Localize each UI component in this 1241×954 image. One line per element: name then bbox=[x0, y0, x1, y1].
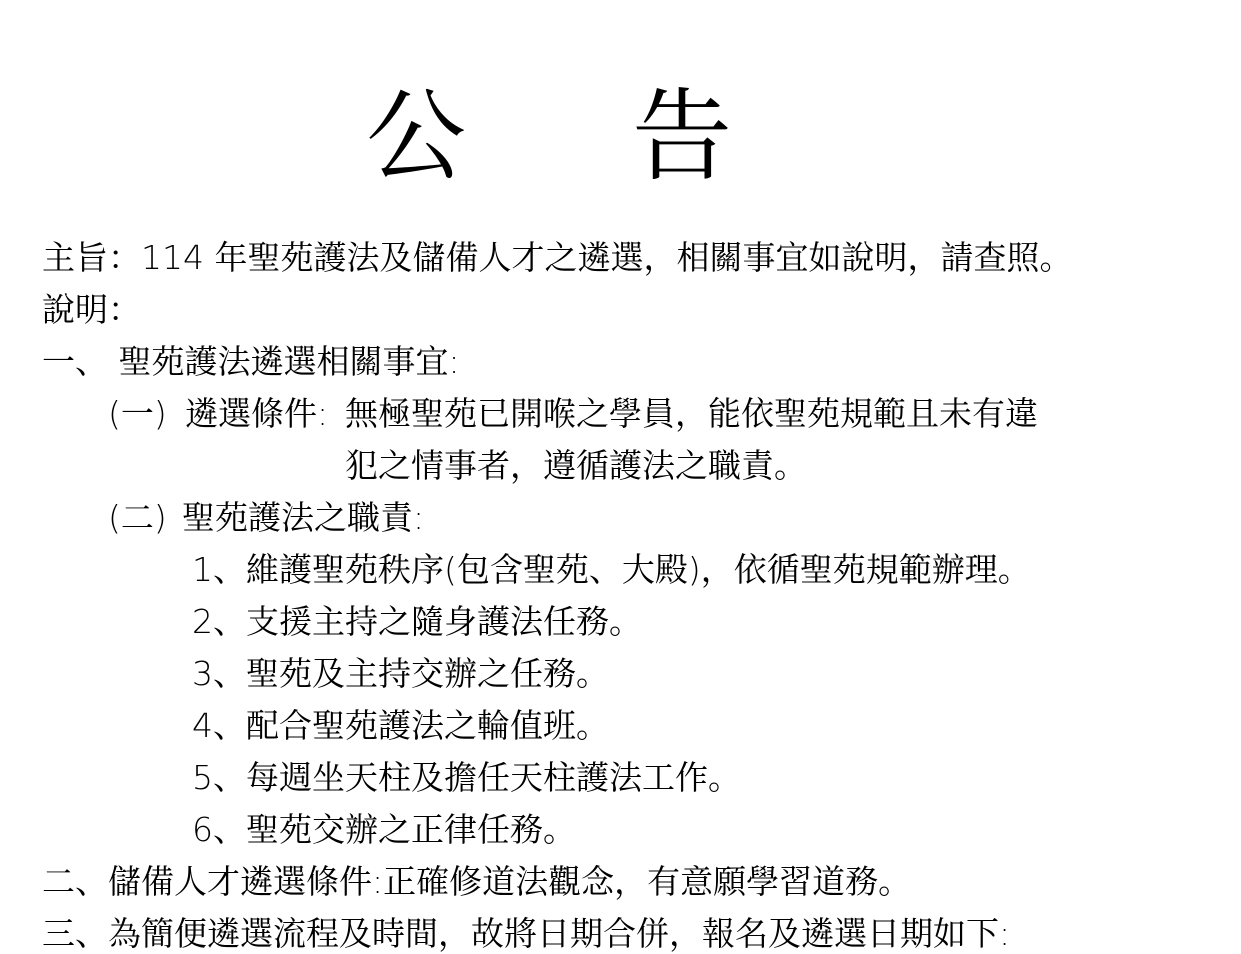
announcement-title-char-1: 公 bbox=[366, 78, 466, 195]
duty-item-6: 6、聖苑交辦之正律任務。 bbox=[192, 810, 576, 849]
announcement-title-char-2: 告 bbox=[632, 78, 732, 195]
section-2-line: 二、儲備人才遴選條件:正確修道法觀念，有意願學習道務。 bbox=[42, 862, 912, 901]
clause-2-marker: (二) bbox=[108, 498, 167, 537]
section-3-line-partial: 三、為簡便遴選流程及時間，故將日期合併，報名及遴選日期如下: bbox=[42, 914, 1011, 953]
clause-1-marker: (一) bbox=[108, 394, 167, 433]
subject-line: 主旨：114 年聖苑護法及儲備人才之遴選，相關事宜如說明，請查照。 bbox=[42, 238, 1073, 277]
duty-item-4: 4、配合聖苑護法之輪值班。 bbox=[192, 706, 609, 745]
clause-1-text-line-2: 犯之情事者，遵循護法之職責。 bbox=[345, 446, 807, 485]
clause-1-text-line-1: 無極聖苑已開喉之學員，能依聖苑規範且未有違 bbox=[345, 394, 1038, 433]
section-1-heading: 一、 聖苑護法遴選相關事宜: bbox=[42, 342, 460, 381]
duty-item-2: 2、支援主持之隨身護法任務。 bbox=[192, 602, 642, 641]
duty-item-1: 1、維護聖苑秩序(包含聖苑、大殿)，依循聖苑規範辦理。 bbox=[192, 550, 1031, 589]
duty-item-3: 3、聖苑及主持交辦之任務。 bbox=[192, 654, 609, 693]
clause-2-label: 聖苑護法之職責: bbox=[182, 498, 425, 537]
description-label: 說明： bbox=[42, 290, 141, 329]
duty-item-5: 5、每週坐天柱及擔任天柱護法工作。 bbox=[192, 758, 741, 797]
clause-1-label: 遴選條件: bbox=[185, 394, 329, 433]
